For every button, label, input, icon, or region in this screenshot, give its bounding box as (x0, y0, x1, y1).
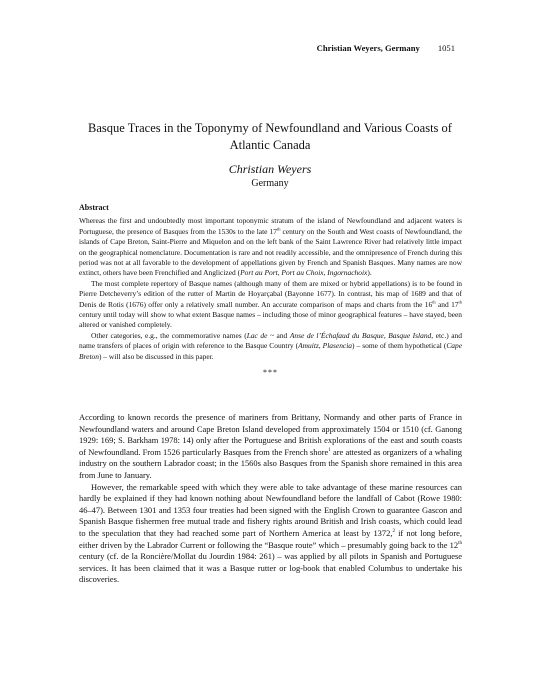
text-run: century on the South and West coasts of Newfoundland, the islands of Cape Breton, Saint-Pierre and Miquelon and on the left bank of the Saint Lawrence River had relatively little impact on the geographical nomenclature. Documentation is rare and not readily accessible, and the omnipresence of French during this period was not at all favorable to the development of appellations given by French and Spanish Basques. Many names are now extinct, others have been Frenchified and Anglicized ( (79, 226, 462, 278)
text-run: and (273, 330, 290, 340)
article-title: Basque Traces in the Toponymy of Newfoundland and Various Coasts of Atlantic Canada (88, 121, 452, 152)
text-run: Other categories, e.g., the commemorative names ( (91, 330, 247, 340)
abstract-heading: Abstract (79, 203, 109, 212)
text-run: and 17 (435, 299, 459, 309)
italic-run: Port au Port, Port au Choix, Ingornachoix (240, 268, 368, 278)
abstract-paragraph-2 (79, 279, 462, 331)
abstract-paragraph-3 (79, 331, 462, 362)
body-text (79, 412, 462, 586)
text-run: However, the remarkable speed with which they were able to take advantage of these marine resources can hardly be explained if they had known nothing about Newfoundland before the landfall of Cabot (Rowe 1980: 46–47). Between 1301 and 1353 four treaties had been signed with the English Crown to guarantee Gascon and Spanish Basque fishermen free mutual trade and fishery rights around British and Irish coasts, which could lead to the speculation that they had reached some part of Northern America at least by 1372, (79, 481, 462, 538)
section-separator: *** (263, 368, 278, 378)
body-paragraph-1 (79, 412, 462, 482)
footnote-ref[interactable]: 1 (328, 446, 331, 453)
text-run: century until today will show to what extent Basque names – including those of minor geographical features – have stayed, been altered or vanished completely. (79, 310, 462, 330)
text-run: , etc.) and name transfers of places of origin with reference to the Basque Country ( (79, 330, 462, 351)
text-run: century (cf. de la Roncière/Mollat du Jourdin 1984: 261) – was applied by all pilots in Spanish and Portuguese services. It has been claimed that it was a Basque rutter or log-book that enabled Columbus to undertake his discoveries. (79, 551, 462, 585)
abstract-section (79, 203, 462, 379)
author-country: Germany (251, 178, 289, 189)
italic-run: Anse de l’Échafaud du Basque, Basque Island (289, 330, 432, 340)
running-header (317, 43, 455, 53)
italic-run: Amuitz, Plasencia (298, 341, 353, 351)
text-run: are attested as organizers of a whaling industry on the southern Labrador coast; in the 1560s also Basques from the Spanish shore remained in this area from June to January. (79, 446, 462, 480)
title-block (70, 120, 470, 190)
text-run: ). (367, 268, 372, 278)
author-name: Christian Weyers (228, 162, 312, 176)
text-run: ) – some of them hypothetical ( (352, 341, 447, 351)
text-run: Whereas the first and undoubtedly most important toponymic stratum of the island of Newfoundland and adjacent waters is Portuguese, the presence of Basques from the 1530s to the late 17 (79, 216, 462, 236)
italic-run: Lac de ~ (246, 330, 274, 340)
superscript: th (458, 299, 462, 305)
text-run: According to known records the presence of mariners from Brittany, Normandy and other parts of France in Newfoundland waters and around Cape Breton Island developed from approximately 1504 or 1510 (cf. Ganong 1929: 169; S. Barkham 1978: 14) only after the Portuguese and British explorations of the east and south coasts of Newfoundland. From 1526 particularly Basques from the French shore (79, 412, 462, 457)
running-title: Christian Weyers, Germany (316, 43, 420, 53)
page-number: 1051 (437, 43, 455, 53)
superscript: th (458, 539, 462, 546)
abstract-paragraph-1 (79, 216, 462, 278)
text-run: ) – will also be discussed in this paper. (98, 351, 214, 361)
body-paragraph-2 (79, 482, 462, 586)
superscript: th (276, 226, 281, 232)
italic-run: Cape Breton (79, 341, 463, 361)
superscript: th (432, 299, 436, 305)
text-run: if not long before, either driven by the Labrador Current or following the “Basque route” which – presumably going back to the 12 (79, 527, 463, 550)
text-run: The most complete repertory of Basque names (although many of them are mixed or hybrid appellations) is to be found in Pierre Detcheverry’s edition of the rutter of Martin de Hoyarçabal (Bayonne 1677). In contrast, his map of 1689 and that of Denis de Rotis (1676) offer only a relatively small number. An accurate comparison of maps and charts from the 16 (79, 278, 462, 309)
footnote-ref[interactable]: 2 (392, 528, 395, 535)
